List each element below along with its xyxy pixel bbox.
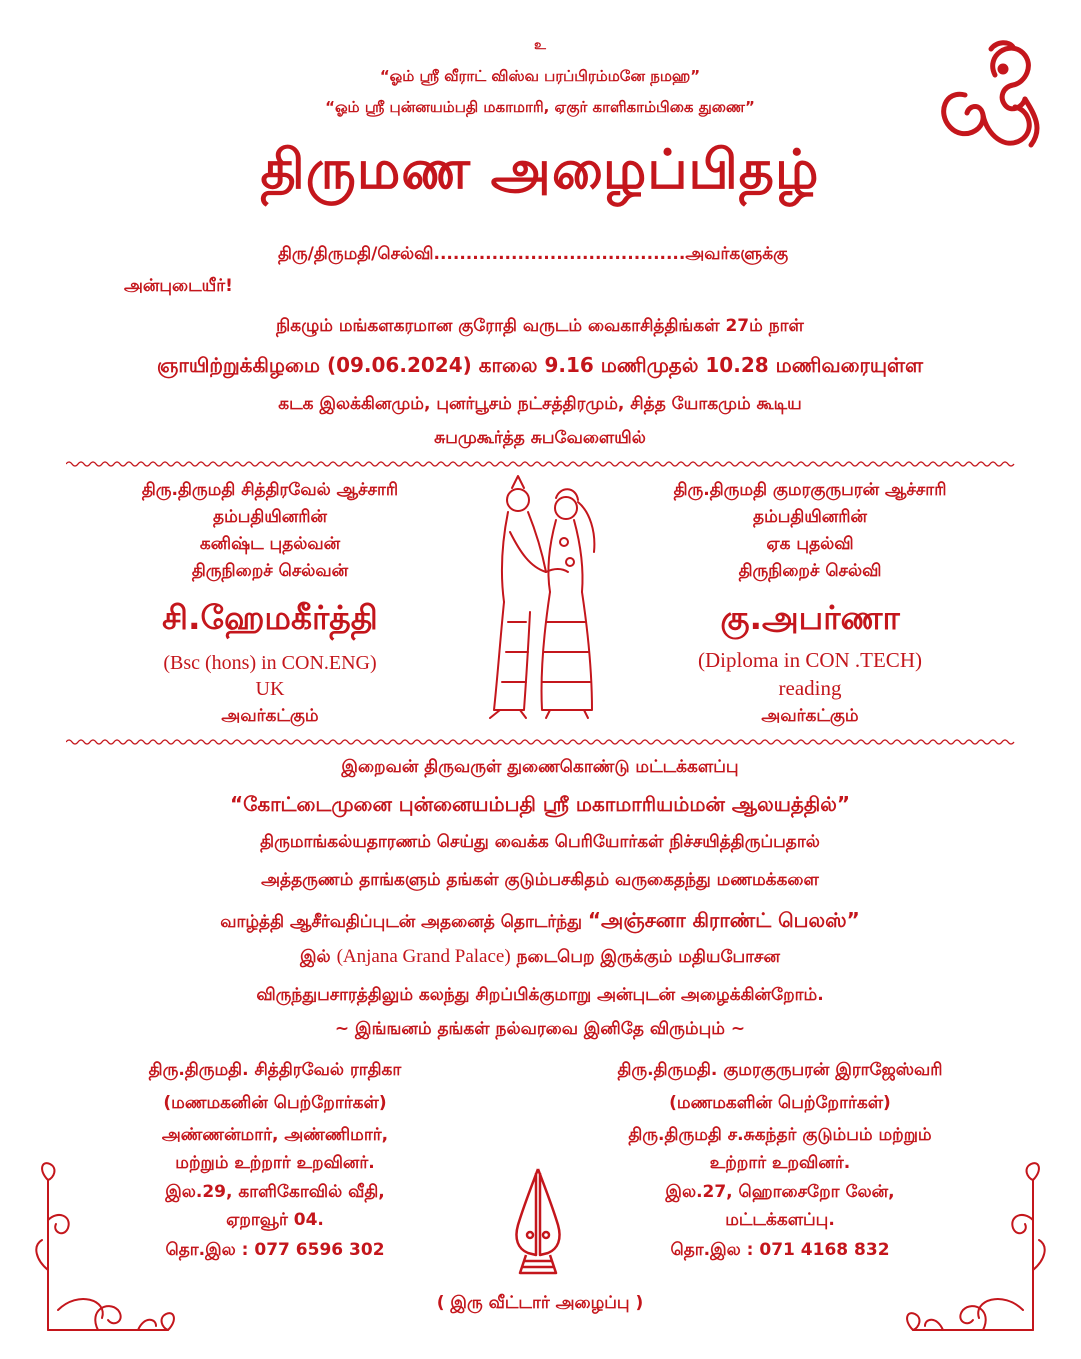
hosts-left-role: (மணமகனின் பெற்றோர்கள்) (163, 1093, 387, 1113)
bride-name: கு.அபர்ணா (720, 598, 900, 637)
groom-name: சி.ஹேமகீர்த்தி (162, 598, 378, 637)
bride-suffix: அவர்கட்கும் (761, 706, 859, 726)
bride-couple: தம்பதியினரின் (753, 507, 867, 527)
hosts-left-address-2: ஏறாவூர் 04. (226, 1210, 324, 1230)
hosts-right-line-1: திரு.திருமதி ச.சுகந்தர் குடும்பம் மற்றும் (628, 1125, 932, 1145)
floral-scroll-ornament-right (903, 1160, 1053, 1340)
hosts-left-phone: தொ.இல : 077 6596 302 (165, 1240, 385, 1260)
muhurtham-line-3: கடக இலக்கினமும், புனர்பூசம் நட்சத்திரமும், சித்த யோகமும் கூடிய (278, 394, 802, 414)
salutation-to-line: திரு/திருமதி/செல்வி.......................................அவர்களுக்கு (278, 244, 789, 264)
venue-line-2: திருமாங்கல்யதாரணம் செய்து வைக்க பெரியோர்கள் நிச்சயித்திருப்பதால் (260, 832, 820, 852)
bride-honorific: திருநிறைச் செல்வி (738, 561, 882, 581)
venue-hall-english: (Anjana Grand Palace) (336, 946, 511, 967)
ganesha-om-icon (925, 35, 1055, 165)
venue-line-1: இறைவன் திருவருள் துணைகொண்டு மட்டக்களப்பு (341, 757, 739, 777)
groom-couple: தம்பதியினரின் (213, 507, 327, 527)
muhurtham-line-1: நிகழும் மங்களகரமான குரோதி வருடம் வைகாசித்திங்கள் 27ம் நாள் (276, 316, 804, 336)
hosts-right-address-1: இல.27, ஹொசைறோ லேன், (665, 1182, 895, 1202)
pillaiyar-suli: உ (534, 38, 546, 53)
bride-relation: ஏக புதல்வி (766, 534, 854, 554)
groom-parents: திரு.திருமதி சித்திரவேல் ஆச்சாரி (141, 480, 399, 500)
groom-qualification: (Bsc (hons) in CON.ENG) (163, 652, 377, 674)
wedding-couple-illustration (480, 472, 610, 722)
hosts-right-address-2: மட்டக்களப்பு. (725, 1210, 835, 1230)
venue-line-3: அத்தருணம் தாங்களும் தங்கள் குடும்பசகிதம் வருகைதந்து மணமக்களை (261, 870, 819, 890)
venue-hall-tamil: “அஞ்சனா கிராண்ட் பெலஸ்” (587, 908, 860, 932)
hosts-right-role: (மணமகளின் பெற்றோர்கள்) (669, 1093, 891, 1113)
hosts-left-address-1: இல.29, காளிகோவில் வீதி, (165, 1182, 385, 1202)
hosts-right-phone: தொ.இல : 071 4168 832 (670, 1240, 890, 1260)
venue-line-5-suffix: நடைபெற இருக்கும் மதியபோசன (516, 947, 780, 967)
hosts-left-name: திரு.திருமதி. சித்திரவேல் ராதிகா (148, 1060, 402, 1080)
bride-qualification: (Diploma in CON .TECH) (698, 648, 922, 672)
hosts-left-line-1: அண்ணன்மார், அண்ணிமார், (161, 1125, 389, 1145)
invocation-line-1: “ஓம் ஸ்ரீ வீராட் விஸ்வ பரப்பிரம்மனே நமஹ” (379, 67, 701, 85)
venue-temple: “கோட்டைமுனை புன்னையம்பதி ஸ்ரீ மகாமாரியம்மன் ஆலயத்தில்” (229, 792, 851, 816)
venue-line-4-text: வாழ்த்தி ஆசீர்வதிப்புடன் அதனைத் தொடர்ந்து (220, 912, 582, 932)
hosts-right-line-2: உற்றார் உறவினர். (709, 1153, 851, 1173)
groom-suffix: அவர்கட்கும் (221, 706, 319, 726)
venue-line-4 (60, 908, 1020, 935)
namaste-hands-icon (498, 1165, 578, 1280)
groom-honorific: திருநிறைச் செல்வன் (191, 561, 349, 581)
hosts-left-line-2: மற்றும் உற்றார் உறவினர். (175, 1153, 375, 1173)
invocation-line-2: “ஓம் ஸ்ரீ புன்னயம்பதி மகாமாரி, ஏகுர் காளிகாம்பிகை துணை” (325, 98, 755, 116)
closing-line: ~ இங்ஙனம் தங்கள் நல்வரவை இனிதே விரும்பும் ~ (334, 1019, 746, 1039)
wavy-divider-top (66, 460, 1016, 468)
venue-line-6: விருந்துபசாரத்திலும் கலந்து சிறப்பிக்குமாறு அன்புடன் அழைக்கின்றோம். (256, 985, 824, 1005)
bride-parents: திரு.திருமதி குமரகுருபரன் ஆச்சாரி (673, 480, 947, 500)
muhurtham-line-4: சுபமுகூர்த்த சுபவேளையில் (434, 428, 646, 448)
hosts-right-name: திரு.திருமதி. குமரகுருபரன் இராஜேஸ்வரி (617, 1060, 943, 1080)
salutation-greeting: அன்புடையீர்! (124, 276, 233, 296)
venue-line-5-prefix: இல் (300, 947, 331, 967)
groom-location: UK (255, 678, 285, 700)
groom-relation: கனிஷ்ட புதல்வன் (199, 534, 341, 554)
bride-status: reading (778, 676, 842, 700)
muhurtham-line-2: ஞாயிற்றுக்கிழமை (09.06.2024) காலை 9.16 மணிமுதல் 10.28 மணிவரையுள்ள (156, 353, 924, 377)
page-title: திருமண அழைப்பிதழ் (260, 138, 820, 201)
footer-note: ( இரு வீட்டார் அழைப்பு ) (436, 1293, 644, 1313)
venue-line-5 (60, 946, 1020, 969)
wavy-divider-bottom (66, 738, 1016, 746)
floral-scroll-ornament-left (28, 1160, 178, 1340)
